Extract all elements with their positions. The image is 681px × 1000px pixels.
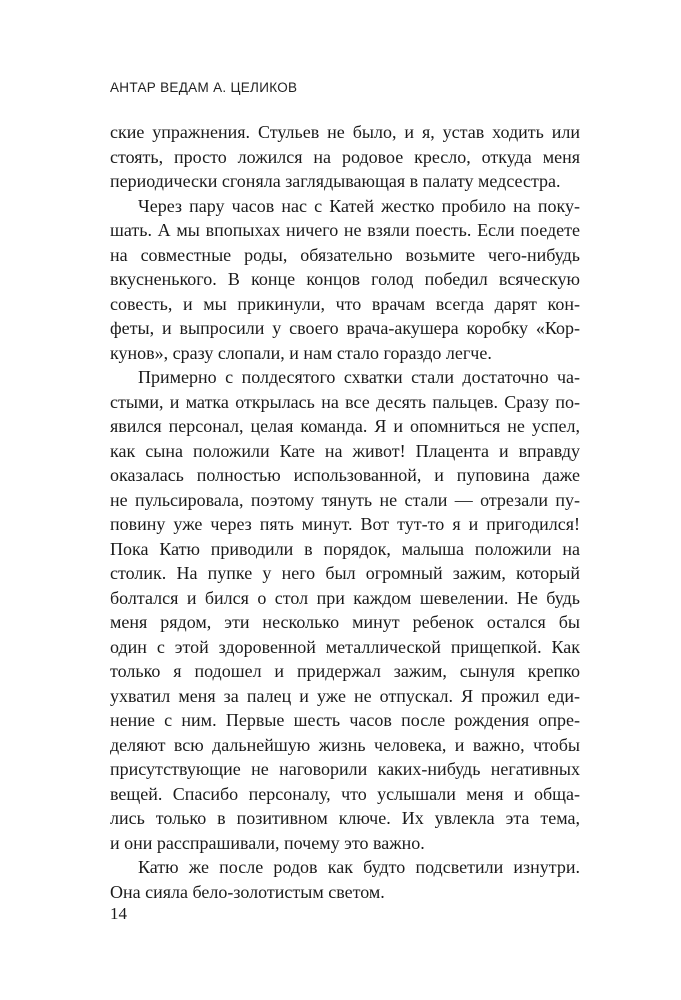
text-line: болтался и бился о стол при каждом шевелении. Не будь (110, 587, 580, 608)
paragraph (110, 194, 580, 366)
text-line: вещей. Спасибо персоналу, что услышали меня и обща- (110, 783, 580, 804)
body-text (110, 120, 580, 904)
text-line: шать. А мы впопыхах ничего не взяли поесть. Если поедете (110, 220, 580, 240)
text-line: феты, и выпросили у своего врача-акушера коробку «Кор- (110, 318, 580, 338)
paragraph (110, 120, 580, 194)
text-line: деляют всю дальнейшую жизнь человека, и важно, чтобы (110, 734, 580, 755)
paragraph (110, 855, 580, 904)
text-line: Она сияла бело-золотистым светом. (110, 881, 385, 902)
text-line: стоять, просто ложился на родовое кресло, откуда меня (110, 146, 580, 167)
text-line: кунов», сразу слопали, и нам стало гораздо легче. (110, 342, 492, 363)
text-line: Катю же после родов как будто подсветили изнутри. (138, 857, 580, 877)
text-line: один с этой здоровенной металлической прищепкой. Как (110, 636, 580, 657)
text-line: вкусненького. В конце концов голод победил всяческую (110, 269, 580, 289)
text-line: лись только в позитивном ключе. Их увлекла эта тема, (110, 808, 580, 828)
text-line: периодически сгоняла заглядывающая в палату медсестра. (110, 171, 561, 191)
text-line: только я подошел и придержал зажим, сынуля крепко (110, 661, 580, 681)
text-line: совесть, и мы прикинули, что врачам всегда дарят кон- (110, 293, 580, 314)
text-line: нение с ним. Первые шесть часов после рождения опре- (110, 710, 580, 730)
text-line: присутствующие не наговорили каких-нибудь негативных (110, 759, 580, 779)
text-line: Примерно с полдесятого схватки стали достаточно ча- (138, 367, 580, 387)
text-line: как сына положили Кате на живот! Плацента и вправду (110, 440, 580, 461)
text-line: столик. На пупке у него был огромный зажим, который (110, 563, 580, 583)
page-number: 14 (110, 904, 127, 923)
text-line: повину уже через пять минут. Вот тут-то я и пригодился! (110, 514, 580, 534)
text-line: Пока Катю приводили в порядок, малыша положили на (110, 538, 580, 559)
text-line: на совместные роды, обязательно возьмите чего-нибудь (110, 244, 580, 265)
text-line: и они расспрашивали, почему это важно. (110, 832, 425, 853)
text-line: ухватил меня за палец и уже не отпускал. Я прожил еди- (110, 685, 580, 706)
text-line: не пульсировала, поэтому тянуть не стали — отрезали пу- (110, 489, 580, 510)
text-line: меня рядом, эти несколько минут ребенок остался бы (110, 612, 580, 632)
paragraph (110, 365, 580, 855)
text-line: явился персонал, целая команда. Я и опомниться не успел, (110, 416, 580, 436)
text-line: оказалась полностью использованной, и пуповина даже (110, 465, 580, 485)
running-head: АНТАР ВЕДАМ А. ЦЕЛИКОВ (110, 80, 298, 95)
text-line: ские упражнения. Стульев не было, и я, устав ходить или (110, 122, 580, 142)
text-line: стыми, и матка открылась на все десять пальцев. Сразу по- (110, 391, 580, 412)
text-line: Через пару часов нас с Катей жестко пробило на поку- (138, 195, 580, 216)
